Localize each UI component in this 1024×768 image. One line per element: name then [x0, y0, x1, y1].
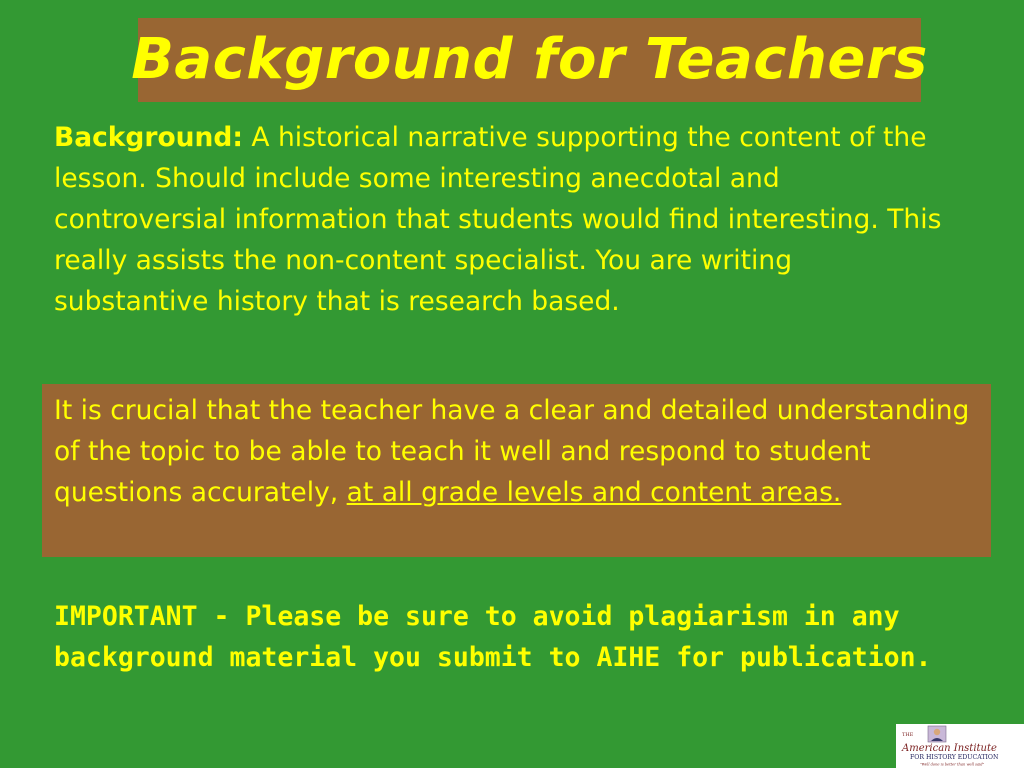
crucial-text: It is crucial that the teacher have a clear and detailed understanding of the topic to be able to teach it well and respond to student questions accurately, [54, 395, 970, 508]
aihe-logo [896, 724, 1024, 768]
logo-line3: FOR HISTORY EDUCATION [910, 754, 999, 761]
logo-line2: American Institute [902, 743, 997, 754]
background-text: A historical narrative supporting the content of the lesson. Should include some interesting anecdotal and controversial information that students would find interesting. This really assists the non-content specialist. You are writing substantive history that is research based. [54, 122, 942, 317]
background-paragraph [54, 117, 954, 322]
logo-line1: THE [902, 732, 914, 738]
portrait-icon [896, 724, 1024, 768]
crucial-underlined-text: at all grade levels and content areas. [346, 477, 842, 508]
title-banner [131, 18, 928, 102]
important-paragraph: IMPORTANT - Please be sure to avoid plagiarism in any background material you submit to AIHE for publication. [54, 601, 932, 673]
crucial-paragraph [54, 390, 984, 513]
slide-title: Background for Teachers [131, 27, 928, 92]
background-label: Background: [54, 122, 243, 153]
logo-line4: "Well done is better than well said" [920, 762, 985, 767]
